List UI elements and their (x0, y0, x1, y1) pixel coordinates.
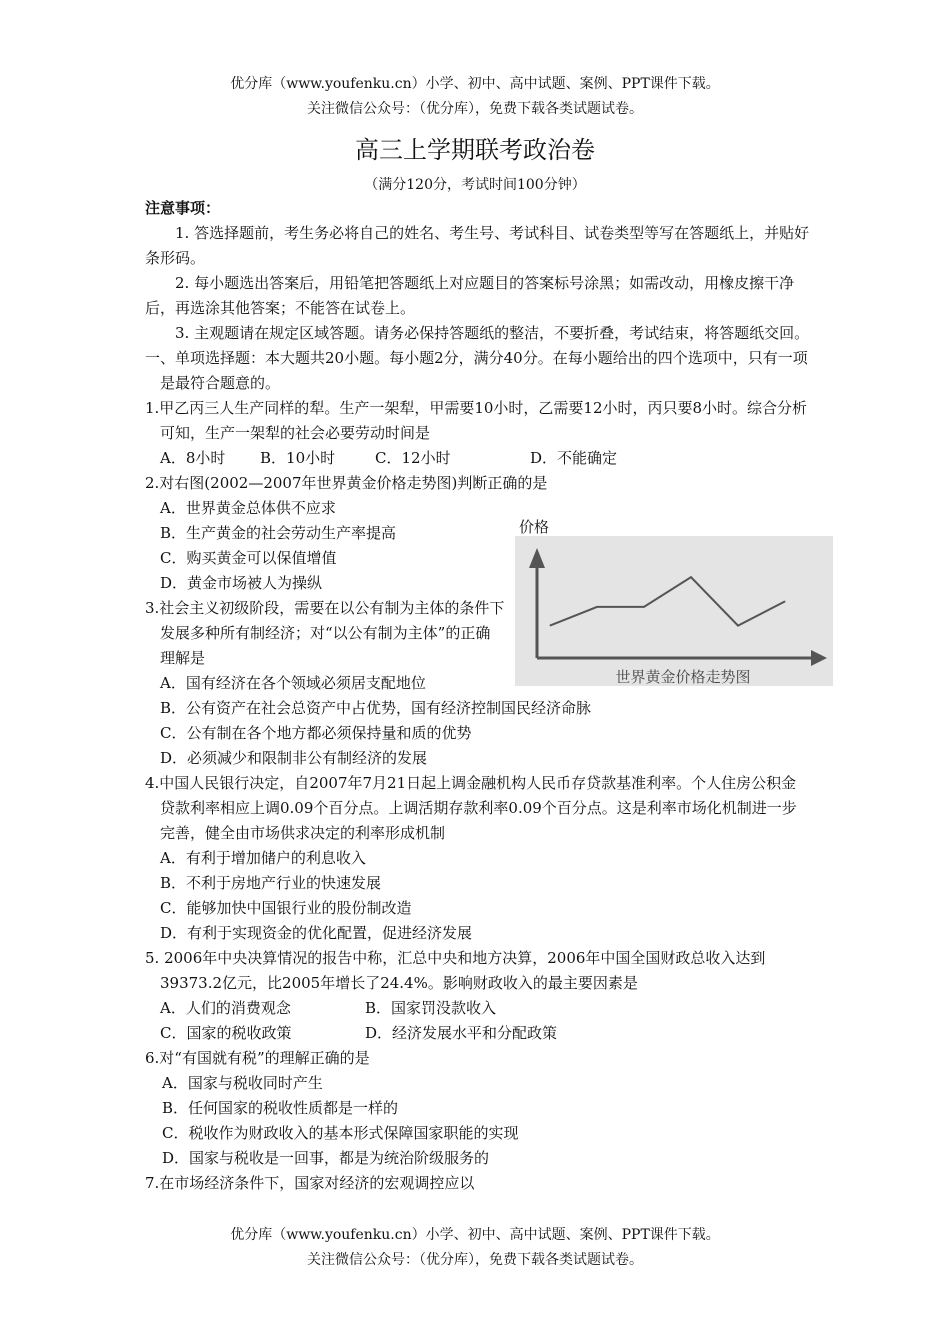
option: C．12小时 (375, 449, 451, 467)
option: B．不利于房地产行业的快速发展 (160, 874, 382, 892)
question-5-stem: 5. 2006年中央决算情况的报告中称，汇总中央和地方决算，2006年中国全国财政总收入达到39373.2亿元，比2005年增长了24.4%。影响财政收入的最主要因素是 (145, 949, 766, 992)
option: C．公有制在各个地方都必须保持量和质的优势 (160, 724, 472, 742)
option: B．任何国家的税收性质都是一样的 (162, 1099, 399, 1117)
option: B．生产黄金的社会劳动生产率提高 (160, 524, 397, 542)
option: B．国家罚没款收入 (365, 999, 497, 1017)
option: A．人们的消费观念 (160, 999, 291, 1017)
option: D．不能确定 (530, 449, 618, 467)
question-7-stem: 7.在市场经济条件下，国家对经济的宏观调控应以 (145, 1174, 475, 1192)
section-1-heading: 一、单项选择题：本大题共20小题。每小题2分，满分40分。在每小题给出的四个选项中，只有一项是最符合题意的。 (145, 349, 808, 392)
question-1-stem: 1.甲乙丙三人生产同样的犁。生产一架犁，甲需要10小时，乙需要12小时，丙只要8小时。综合分析可知，生产一架犁的社会必要劳动时间是 (145, 399, 808, 442)
exam-content (145, 196, 810, 1196)
gold-price-chart (515, 518, 833, 686)
option: C．国家的税收政策 (160, 1024, 292, 1042)
data-point (644, 606, 645, 607)
chart-caption: 世界黄金价格走势图 (615, 668, 751, 686)
footer-line-2: 关注微信公众号：（优分库），免费下载各类试题试卷。 (307, 1252, 643, 1268)
data-point (597, 606, 598, 607)
notice-item-2: 2. 每小题选出答案后，用铅笔把答题纸上对应题目的答案标号涂黑；如需改动，用橡皮擦干净后，再选涂其他答案；不能答在试卷上。 (145, 274, 795, 317)
option: D．有利于实现资金的优化配置，促进经济发展 (160, 924, 473, 942)
option: A．国有经济在各个领域必须居支配地位 (160, 674, 426, 692)
option: D．经济发展水平和分配政策 (365, 1024, 558, 1042)
chart-background (515, 536, 833, 686)
data-point (785, 601, 786, 602)
option: A．有利于增加储户的利息收入 (160, 849, 366, 867)
option: A．世界黄金总体供不应求 (160, 499, 336, 517)
option: C．税收作为财政收入的基本形式保障国家职能的实现 (162, 1124, 519, 1142)
option: A．8小时 (160, 449, 226, 467)
header-line-1: 优分库（www.youfenku.cn）小学、初中、高中试题、案例、PPT课件下载。 (230, 76, 720, 92)
header-line-2: 关注微信公众号：（优分库），免费下载各类试题试卷。 (307, 101, 643, 117)
option: B．公有资产在社会总资产中占优势，国有经济控制国民经济命脉 (160, 699, 592, 717)
notice-item-1: 1. 答选择题前，考生务必将自己的姓名、考生号、考试科目、试卷类型等写在答题纸上，并贴好条形码。 (145, 224, 810, 267)
data-point (691, 577, 692, 578)
option: D．黄金市场被人为操纵 (160, 574, 323, 592)
chart-ylabel: 价格 (519, 518, 550, 536)
footer-line-1: 优分库（www.youfenku.cn）小学、初中、高中试题、案例、PPT课件下载。 (230, 1227, 720, 1243)
question-6-stem: 6.对“有国就有税”的理解正确的是 (145, 1049, 370, 1067)
notice-heading: 注意事项： (145, 199, 221, 217)
option: A．国家与税收同时产生 (162, 1074, 323, 1092)
page-title: 高三上学期联考政治卷 (355, 136, 595, 164)
option: D．国家与税收是一回事，都是为统治阶级服务的 (162, 1149, 490, 1167)
question-4-stem: 4.中国人民银行决定，自2007年7月21日起上调金融机构人民币存贷款基准利率。个人住房公积金贷款利率相应上调0.09个百分点。上调活期存款利率0.09个百分点。这是利率市场化机制进一步完善，健全由市场供求决定的利率形成机制 (145, 774, 797, 842)
data-point (738, 625, 739, 626)
notice-item-3: 3. 主观题请在规定区域答题。请务必保持答题纸的整洁，不要折叠，考试结束，将答题纸交回。 (175, 324, 810, 342)
question-3-stem: 3.社会主义初级阶段，需要在以公有制为主体的条件下发展多种所有制经济；对“以公有制为主体”的正确理解是 (145, 599, 505, 667)
question-5-options-row-2 (145, 1021, 810, 1046)
option: C．能够加快中国银行业的股份制改造 (160, 899, 412, 917)
data-point (550, 625, 551, 626)
option: B．10小时 (260, 449, 336, 467)
page-subtitle: （满分120分，考试时间100分钟） (364, 177, 586, 193)
option: C．购买黄金可以保值增值 (160, 549, 337, 567)
question-5-options-row-1 (145, 996, 810, 1021)
option: D．必须减少和限制非公有制经济的发展 (160, 749, 428, 767)
question-2-stem: 2.对右图(2002—2007年世界黄金价格走势图)判断正确的是 (145, 474, 548, 492)
question-1-options (145, 446, 810, 471)
